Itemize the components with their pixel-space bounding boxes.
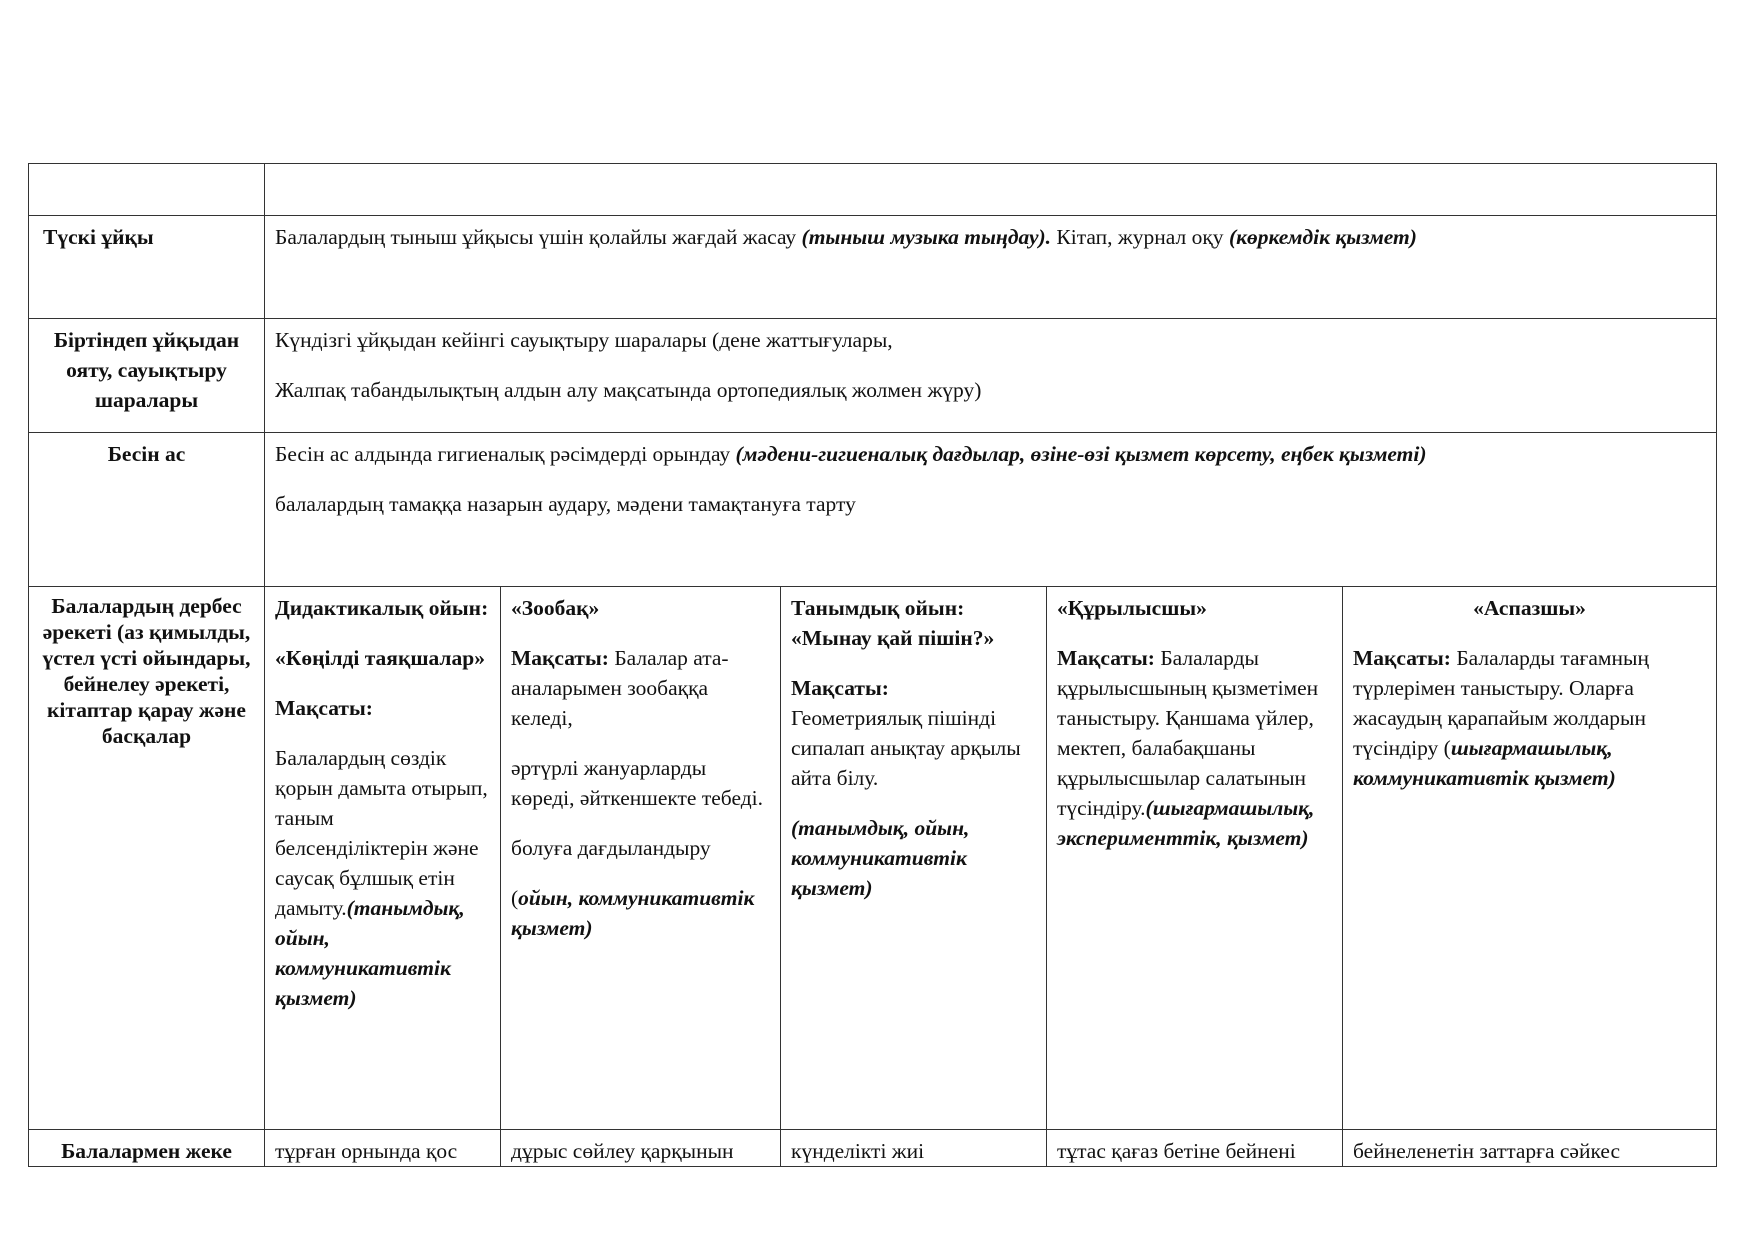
activity-col-4 bbox=[1047, 587, 1343, 1130]
col5-title: «Аспазшы» bbox=[1473, 596, 1586, 620]
col5-em: шығармашылық, коммуникативтік қызмет) bbox=[1353, 736, 1616, 790]
snack-text-1: Бесін ас алдында гигиеналық рәсімдерді орындау bbox=[275, 442, 736, 466]
col3-goal bbox=[791, 673, 1036, 793]
activity-col-5 bbox=[1343, 587, 1717, 1130]
col3-em: (танымдық, ойын, коммуникативтік қызмет) bbox=[791, 816, 970, 900]
activity-label: Балалардың дербес әрекеті (аз қимылды, үстел үсті ойындары, бейнелеу әрекеті, кітаптар қарау және басқалар bbox=[29, 587, 265, 1130]
col3-text: Геометриялық пішінді сипалап анықтау арқылы айта білу. bbox=[791, 706, 1021, 790]
col5-goal bbox=[1353, 643, 1706, 793]
wakeup-line-1: Күндізгі ұйқыдан кейінгі сауықтыру шаралары (дене жаттығулары, bbox=[275, 328, 893, 352]
col1-em: (танымдық, ойын, коммуникативтік қызмет) bbox=[275, 896, 465, 1010]
col2-text-3: болуға дағдыландыру bbox=[511, 836, 711, 860]
individual-cell-3: күнделікті жиі bbox=[781, 1130, 1047, 1167]
col1-body bbox=[275, 743, 490, 1013]
individual-cell-1: тұрған орнында қос bbox=[265, 1130, 501, 1167]
col2-text-2: әртүрлі жануарларды көреді, әйткеншекте тебеді. bbox=[511, 756, 763, 810]
nap-text-2: Кітап, журнал оқу bbox=[1051, 225, 1229, 249]
table-row-wakeup bbox=[29, 319, 1717, 433]
col3-em-line bbox=[791, 813, 1036, 903]
col1-goal-label: Мақсаты: bbox=[275, 696, 373, 720]
snack-line-1 bbox=[275, 439, 1706, 469]
table-row-activity bbox=[29, 587, 1717, 1130]
col5-goal-label: Мақсаты: bbox=[1353, 646, 1451, 670]
col2-em: ойын, коммуникативтік қызмет) bbox=[511, 886, 755, 940]
wakeup-line-2: Жалпақ табандылықтың алдын алу мақсатында ортопедиялық жолмен жүру) bbox=[275, 378, 982, 402]
activity-col-2 bbox=[501, 587, 781, 1130]
daily-plan-table bbox=[28, 163, 1717, 1167]
empty-content-cell bbox=[265, 164, 1717, 216]
individual-cell-5: бейнеленетін заттарға сәйкес bbox=[1343, 1130, 1717, 1167]
nap-em-2: (көркемдік қызмет) bbox=[1228, 225, 1417, 249]
col4-title: «Құрылысшы» bbox=[1057, 596, 1207, 620]
nap-content bbox=[265, 216, 1717, 319]
col2-em-prefix: ( bbox=[511, 886, 519, 910]
col2-em-line bbox=[511, 883, 770, 943]
wakeup-content bbox=[265, 319, 1717, 433]
snack-line-2: балалардың тамаққа назарын аудару, мәдени тамақтануға тарту bbox=[275, 492, 856, 516]
col3-title: Танымдық ойын: «Мынау қай пішін?» bbox=[791, 596, 995, 650]
individual-cell-4: тұтас қағаз бетіне бейнені bbox=[1047, 1130, 1343, 1167]
col4-goal bbox=[1057, 643, 1332, 853]
col2-goal bbox=[511, 643, 770, 733]
col2-text-1: Балалар ата-аналарымен зообаққа келеді, bbox=[511, 646, 729, 730]
snack-label: Бесін ас bbox=[29, 433, 265, 587]
table-row-individual bbox=[29, 1130, 1717, 1167]
col1-title: Дидактикалық ойын: bbox=[275, 596, 489, 620]
col2-title: «Зообақ» bbox=[511, 596, 600, 620]
activity-col-3 bbox=[781, 587, 1047, 1130]
col4-text: Балаларды құрылысшының қызметімен таныстыру. Қаншама үйлер, мектеп, балабақшаны құрылысшылар салатынын түсіндіру. bbox=[1057, 646, 1319, 820]
empty-label-cell bbox=[29, 164, 265, 216]
nap-text-1: Балалардың тыныш ұйқысы үшін қолайлы жағдай жасау bbox=[275, 225, 802, 249]
col3-goal-label: Мақсаты: bbox=[791, 676, 889, 700]
nap-em-1: (тыныш музыка тыңдау). bbox=[801, 225, 1052, 249]
col1-subtitle: «Көңілді таяқшалар» bbox=[275, 646, 485, 670]
individual-label: Балалармен жеке bbox=[29, 1130, 265, 1167]
snack-content bbox=[265, 433, 1717, 587]
table-row-snack bbox=[29, 433, 1717, 587]
col4-em: (шығармашылық, эксперименттік, қызмет) bbox=[1057, 796, 1315, 850]
activity-col-1 bbox=[265, 587, 501, 1130]
individual-cell-2: дұрыс сөйлеу қарқынын bbox=[501, 1130, 781, 1167]
table-row-nap bbox=[29, 216, 1717, 319]
col4-goal-label: Мақсаты: bbox=[1057, 646, 1155, 670]
col1-text: Балалардың сөздік қорын дамыта отырып, таным белсенділіктерін және саусақ бұлшық етін дамыту. bbox=[275, 746, 488, 920]
table-row-empty bbox=[29, 164, 1717, 216]
wakeup-label: Біртіндеп ұйқыдан ояту, сауықтыру шаралары bbox=[29, 319, 265, 433]
nap-label: Түскі ұйқы bbox=[29, 216, 265, 319]
col5-text: Балаларды тағамның түрлерімен таныстыру. Оларға жасаудың қарапайым жолдарын түсіндіру ( bbox=[1353, 646, 1649, 760]
col2-goal-label: Мақсаты: bbox=[511, 646, 609, 670]
snack-em-1: (мәдени-гигиеналық дағдылар, өзіне-өзі қызмет көрсету, еңбек қызметі) bbox=[735, 442, 1427, 466]
